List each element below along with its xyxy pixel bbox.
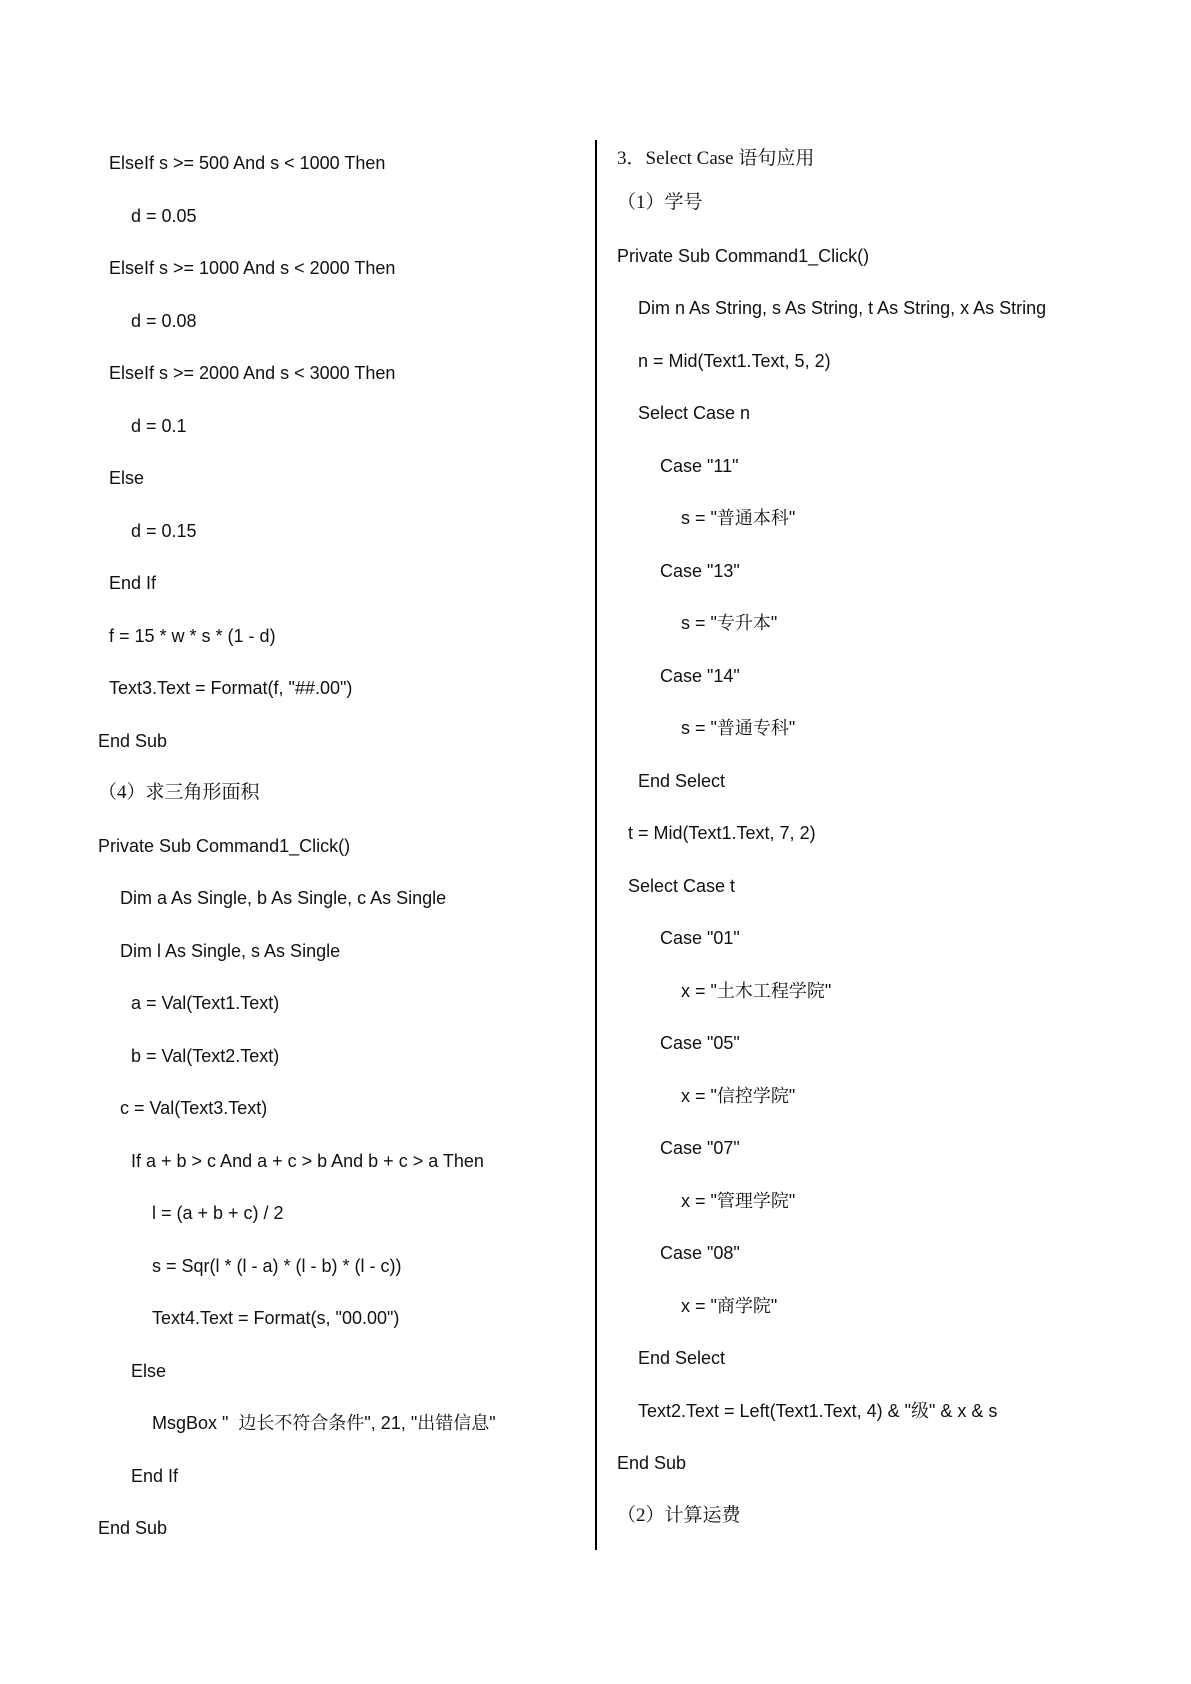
- code-line: Case "13": [660, 561, 740, 581]
- code-line: Case "05": [660, 1033, 740, 1053]
- section-heading: 3．Select Case 语句应用: [617, 148, 815, 169]
- code-line: x = "土木工程学院": [681, 981, 832, 1001]
- code-line: t = Mid(Text1.Text, 7, 2): [628, 823, 816, 843]
- code-line: Case "08": [660, 1243, 740, 1263]
- code-line: Text2.Text = Left(Text1.Text, 4) & "级" & x & s: [638, 1401, 998, 1421]
- code-line: s = Sqr(l * (l - a) * (l - b) * (l - c)): [152, 1256, 402, 1276]
- code-line: d = 0.1: [131, 416, 187, 436]
- code-line: Text3.Text = Format(f, "##.00"): [109, 678, 353, 698]
- section-heading: （4）求三角形面积: [98, 782, 260, 803]
- code-line: ElseIf s >= 500 And s < 1000 Then: [109, 153, 386, 173]
- code-line: Select Case t: [628, 876, 736, 896]
- code-line: End Sub: [98, 1518, 168, 1538]
- code-line: c = Val(Text3.Text): [120, 1098, 268, 1118]
- code-line: x = "管理学院": [681, 1191, 796, 1211]
- code-line: Text4.Text = Format(s, "00.00"): [152, 1308, 400, 1328]
- code-line: Case "14": [660, 666, 740, 686]
- code-line: b = Val(Text2.Text): [131, 1046, 280, 1066]
- section-heading: （1）学号: [617, 192, 703, 213]
- code-line: f = 15 * w * s * (1 - d): [109, 626, 276, 646]
- code-line: Dim n As String, s As String, t As String, x As String: [638, 298, 1047, 318]
- code-line: End Select: [638, 1348, 726, 1368]
- code-line: ElseIf s >= 1000 And s < 2000 Then: [109, 258, 396, 278]
- code-line: Private Sub Command1_Click(): [617, 246, 870, 266]
- code-line: Select Case n: [638, 403, 751, 423]
- code-line: s = "专升本": [681, 613, 778, 633]
- code-line: End Select: [638, 771, 726, 791]
- code-line: ElseIf s >= 2000 And s < 3000 Then: [109, 363, 396, 383]
- code-line: End Sub: [617, 1453, 687, 1473]
- section-heading: （2）计算运费: [617, 1505, 741, 1526]
- code-line: If a + b > c And a + c > b And b + c > a Then: [131, 1151, 484, 1171]
- code-line: x = "信控学院": [681, 1086, 796, 1106]
- code-line: End If: [109, 573, 157, 593]
- code-line: MsgBox " 边长不符合条件", 21, "出错信息": [152, 1413, 496, 1433]
- code-line: d = 0.08: [131, 311, 197, 331]
- code-line: Else: [109, 468, 145, 488]
- code-line: a = Val(Text1.Text): [131, 993, 280, 1013]
- code-line: Case "11": [660, 456, 739, 476]
- code-line: d = 0.15: [131, 521, 197, 541]
- code-line: End If: [131, 1466, 179, 1486]
- code-line: Case "07": [660, 1138, 740, 1158]
- code-line: Dim l As Single, s As Single: [120, 941, 341, 961]
- code-line: x = "商学院": [681, 1296, 778, 1316]
- code-line: n = Mid(Text1.Text, 5, 2): [638, 351, 831, 371]
- code-line: s = "普通专科": [681, 718, 796, 738]
- code-line: l = (a + b + c) / 2: [152, 1203, 284, 1223]
- code-line: Else: [131, 1361, 167, 1381]
- code-line: d = 0.05: [131, 206, 197, 226]
- code-line: Case "01": [660, 928, 740, 948]
- column-divider: [595, 140, 597, 1550]
- code-line: Private Sub Command1_Click(): [98, 836, 351, 856]
- code-line: s = "普通本科": [681, 508, 796, 528]
- code-line: End Sub: [98, 731, 168, 751]
- code-line: Dim a As Single, b As Single, c As Single: [120, 888, 447, 908]
